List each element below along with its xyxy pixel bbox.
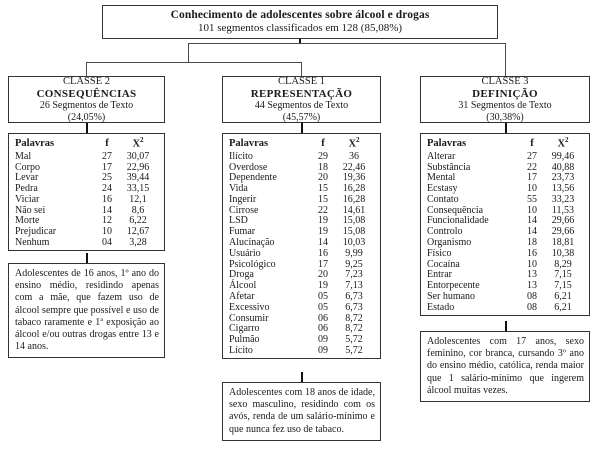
cell-chi-square: 12,1 bbox=[129, 193, 147, 205]
table-row bbox=[425, 270, 585, 281]
table-row bbox=[425, 151, 585, 162]
cell-chi-square: 9,25 bbox=[345, 258, 363, 270]
table-row bbox=[13, 216, 160, 227]
class2-table-body bbox=[13, 151, 160, 248]
cell-chi-square: 7,13 bbox=[345, 280, 363, 292]
table-row bbox=[227, 195, 376, 206]
class2-segments: 26 Segmentos de Texto bbox=[39, 100, 134, 112]
cell-word: Overdose bbox=[229, 161, 268, 173]
cell-chi-square: 13,56 bbox=[551, 183, 575, 195]
table-row bbox=[227, 184, 376, 195]
cell-frequency: 20 bbox=[318, 172, 328, 184]
cell-chi-square: 5,72 bbox=[345, 344, 363, 356]
table-row bbox=[425, 216, 585, 227]
cell-word: Corpo bbox=[15, 161, 40, 173]
table-row bbox=[227, 292, 376, 303]
class-header-class3 bbox=[420, 76, 590, 123]
table-row bbox=[425, 248, 585, 259]
description-class3: Adolescentes com 17 anos, sexo feminino, cor branca, cursando 3º ano do ensino médio, católica, renda maior que 1 salário-mínimo que ingerem álcool muitas vezes. bbox=[420, 331, 590, 402]
cell-chi-square: 12,67 bbox=[126, 226, 150, 238]
cell-frequency: 05 bbox=[318, 290, 328, 302]
cell-word: Consequência bbox=[427, 204, 484, 216]
cell-chi-square: 30,07 bbox=[126, 150, 150, 162]
cell-frequency: 14 bbox=[102, 204, 112, 216]
table-row bbox=[227, 238, 376, 249]
cell-word: Pulmão bbox=[229, 334, 260, 346]
cell-frequency: 14 bbox=[527, 226, 537, 238]
table-row bbox=[13, 162, 160, 173]
cell-chi-square: 10,03 bbox=[342, 237, 366, 249]
cell-frequency: 19 bbox=[318, 215, 328, 227]
cell-frequency: 09 bbox=[318, 334, 328, 346]
table-row bbox=[227, 345, 376, 356]
col-header-chi2: $X^2$ bbox=[132, 136, 144, 150]
cell-frequency: 13 bbox=[527, 269, 537, 281]
table-row bbox=[227, 302, 376, 313]
table-row bbox=[13, 227, 160, 238]
cell-frequency: 16 bbox=[318, 247, 328, 259]
cell-chi-square: 33,23 bbox=[551, 193, 575, 205]
cell-frequency: 27 bbox=[102, 150, 112, 162]
cell-frequency: 10 bbox=[102, 226, 112, 238]
table-row bbox=[425, 173, 585, 184]
cell-chi-square: 22,46 bbox=[342, 161, 366, 173]
class3-percent: (30,38%) bbox=[486, 111, 524, 123]
cell-chi-square: 11,53 bbox=[551, 204, 575, 216]
cell-chi-square: 19,36 bbox=[342, 172, 366, 184]
class-header-class1 bbox=[222, 76, 381, 123]
cell-word: Contato bbox=[427, 193, 459, 205]
cell-word: Morte bbox=[15, 215, 40, 227]
class3-number: CLASSE 3 bbox=[481, 76, 529, 88]
class1-word-table bbox=[227, 137, 376, 356]
table-row bbox=[227, 335, 376, 346]
cell-frequency: 22 bbox=[318, 204, 328, 216]
class3-word-table bbox=[425, 137, 585, 313]
word-table-class2 bbox=[8, 133, 165, 251]
cell-word: Droga bbox=[229, 269, 254, 281]
col-header-f: f bbox=[530, 137, 534, 149]
cell-chi-square: 16,28 bbox=[342, 193, 366, 205]
cell-chi-square: 39,44 bbox=[126, 172, 150, 184]
table-row bbox=[425, 195, 585, 206]
connector-class3-table-to-desc bbox=[505, 321, 507, 331]
cell-frequency: 04 bbox=[102, 237, 112, 249]
connector-top-horizontal bbox=[188, 43, 506, 44]
class3-segments: 31 Segmentos de Texto bbox=[458, 100, 552, 112]
cell-chi-square: 6,21 bbox=[554, 301, 572, 313]
cell-word: Excessivo bbox=[229, 301, 270, 313]
cell-word: Alterar bbox=[427, 150, 456, 162]
cell-word: Funcionalidade bbox=[427, 215, 489, 227]
connector-class2-table-to-desc bbox=[86, 253, 88, 263]
connector-second-horizontal bbox=[86, 62, 302, 63]
cell-frequency: 08 bbox=[527, 301, 537, 313]
cell-word: Entrar bbox=[427, 269, 452, 281]
table-row bbox=[425, 238, 585, 249]
table-row bbox=[227, 162, 376, 173]
cell-word: Mental bbox=[427, 172, 456, 184]
cell-chi-square: 8,72 bbox=[345, 312, 363, 324]
cell-frequency: 16 bbox=[102, 193, 112, 205]
cell-frequency: 06 bbox=[318, 323, 328, 335]
class1-segments: 44 Segmentos de Texto bbox=[254, 100, 349, 112]
table-row bbox=[227, 281, 376, 292]
cell-frequency: 24 bbox=[102, 183, 112, 195]
cell-frequency: 19 bbox=[318, 280, 328, 292]
cell-frequency: 08 bbox=[527, 290, 537, 302]
cell-word: Ser humano bbox=[427, 290, 476, 302]
cell-frequency: 10 bbox=[527, 258, 537, 270]
cell-chi-square: 6,22 bbox=[129, 215, 147, 227]
col-header-f: f bbox=[105, 137, 109, 149]
table-row bbox=[227, 205, 376, 216]
cell-chi-square: 14,61 bbox=[342, 204, 366, 216]
table-header-row bbox=[13, 137, 160, 151]
root-title-box bbox=[102, 5, 498, 39]
cell-chi-square: 23,73 bbox=[551, 172, 575, 184]
cell-frequency: 20 bbox=[318, 269, 328, 281]
cell-word: Estado bbox=[427, 301, 455, 313]
table-row bbox=[13, 151, 160, 162]
cell-frequency: 05 bbox=[318, 301, 328, 313]
description-class1: Adolescentes com 18 anos de idade, sexo masculino, residindo com os avós, renda de um salário-mínimo e que nunca fez uso de tabaco. bbox=[222, 382, 381, 441]
cell-word: Nenhum bbox=[15, 237, 50, 249]
cell-word: Físico bbox=[427, 247, 452, 259]
cell-chi-square: 6,73 bbox=[345, 290, 363, 302]
cell-chi-square: 5,72 bbox=[345, 334, 363, 346]
table-row bbox=[227, 227, 376, 238]
cell-frequency: 18 bbox=[318, 161, 328, 173]
table-row bbox=[425, 205, 585, 216]
cell-frequency: 18 bbox=[527, 237, 537, 249]
cell-chi-square: 29,66 bbox=[551, 215, 575, 227]
cell-word: Cocaína bbox=[427, 258, 460, 270]
cell-word: Mal bbox=[15, 150, 32, 162]
cell-word: Psicológico bbox=[229, 258, 276, 270]
cell-frequency: 14 bbox=[318, 237, 328, 249]
col-header-chi2: $X^2$ bbox=[557, 136, 569, 150]
connector-class1-drop bbox=[301, 62, 302, 76]
table-row bbox=[227, 216, 376, 227]
class1-name: REPRESENTAÇÃO bbox=[250, 88, 353, 101]
cell-chi-square: 36 bbox=[349, 150, 359, 162]
cell-frequency: 27 bbox=[527, 150, 537, 162]
cell-chi-square: 8,72 bbox=[345, 323, 363, 335]
table-header-row bbox=[425, 137, 585, 151]
cell-word: Cirrose bbox=[229, 204, 259, 216]
cell-word: Cigarro bbox=[229, 323, 260, 335]
cell-chi-square: 6,21 bbox=[554, 290, 572, 302]
cell-word: Não sei bbox=[15, 204, 46, 216]
class2-number: CLASSE 2 bbox=[63, 76, 110, 88]
cell-frequency: 15 bbox=[318, 183, 328, 195]
table-row bbox=[13, 184, 160, 195]
cell-word: Ecstasy bbox=[427, 183, 458, 195]
cell-word: Vida bbox=[229, 183, 248, 195]
connector-class1-to-table bbox=[301, 123, 303, 133]
cell-frequency: 17 bbox=[102, 161, 112, 173]
class-header-class2 bbox=[8, 76, 165, 123]
table-row bbox=[425, 184, 585, 195]
class2-word-table bbox=[13, 137, 160, 248]
cell-word: Levar bbox=[15, 172, 39, 184]
table-row bbox=[13, 195, 160, 206]
col-header-word: Palavras bbox=[229, 137, 269, 149]
class2-name: CONSEQUÊNCIAS bbox=[36, 88, 137, 101]
table-row bbox=[13, 205, 160, 216]
table-row bbox=[13, 173, 160, 184]
table-row bbox=[425, 259, 585, 270]
cell-word: Álcool bbox=[229, 280, 257, 292]
word-table-class1 bbox=[222, 133, 381, 359]
cell-frequency: 09 bbox=[318, 344, 328, 356]
table-row bbox=[425, 302, 585, 313]
cell-chi-square: 8,29 bbox=[554, 258, 572, 270]
cell-chi-square: 18,81 bbox=[551, 237, 575, 249]
cell-frequency: 17 bbox=[318, 258, 328, 270]
table-row bbox=[425, 162, 585, 173]
class1-number: CLASSE 1 bbox=[278, 76, 325, 88]
cell-word: Afetar bbox=[229, 290, 255, 302]
cell-chi-square: 7,23 bbox=[345, 269, 363, 281]
table-row bbox=[227, 151, 376, 162]
cell-word: Substância bbox=[427, 161, 471, 173]
class3-name: DEFINIÇÃO bbox=[472, 88, 538, 101]
class3-table-body bbox=[425, 151, 585, 313]
cell-chi-square: 33,15 bbox=[126, 183, 150, 195]
cell-word: Consumir bbox=[229, 312, 269, 324]
cell-word: Usuário bbox=[229, 247, 261, 259]
cell-frequency: 19 bbox=[318, 226, 328, 238]
table-row bbox=[227, 324, 376, 335]
cell-word: Controlo bbox=[427, 226, 463, 238]
cell-chi-square: 99,46 bbox=[551, 150, 575, 162]
table-row bbox=[227, 259, 376, 270]
col-header-word: Palavras bbox=[427, 137, 467, 149]
table-row bbox=[425, 227, 585, 238]
cell-chi-square: 15,08 bbox=[342, 215, 366, 227]
cell-word: Lícito bbox=[229, 344, 253, 356]
word-table-class3 bbox=[420, 133, 590, 316]
cell-chi-square: 7,15 bbox=[554, 269, 572, 281]
cell-chi-square: 10,38 bbox=[551, 247, 575, 259]
cell-frequency: 17 bbox=[527, 172, 537, 184]
connector-right-branch-drop bbox=[505, 43, 506, 76]
description-class2: Adolescentes de 16 anos, 1º ano do ensino médio, residindo apenas com a mãe, que fazem uso de álcool sempre que possível e uso de tabaco raramente e 1ª exposição ao álcool e/ou outras drogas entre 13 e 14 anos. bbox=[8, 263, 165, 358]
class1-percent: (45,57%) bbox=[282, 111, 321, 123]
cell-chi-square: 8,6 bbox=[131, 204, 145, 216]
cell-word: Organismo bbox=[427, 237, 472, 249]
connector-class2-to-table bbox=[86, 123, 88, 133]
table-row bbox=[13, 238, 160, 249]
cell-frequency: 10 bbox=[527, 204, 537, 216]
cell-frequency: 22 bbox=[527, 161, 537, 173]
cell-word: Entorpecente bbox=[427, 280, 480, 292]
table-row bbox=[227, 248, 376, 259]
cell-word: Pedra bbox=[15, 183, 38, 195]
root-subtitle: 101 segmentos classificados em 128 (85,08%) bbox=[197, 22, 403, 35]
connector-left-branch-drop bbox=[188, 43, 189, 62]
col-header-f: f bbox=[321, 137, 325, 149]
table-row bbox=[425, 292, 585, 303]
connector-class3-to-table bbox=[505, 123, 507, 133]
cell-frequency: 55 bbox=[527, 193, 537, 205]
cell-chi-square: 9,99 bbox=[345, 247, 363, 259]
table-row bbox=[227, 173, 376, 184]
class1-table-body bbox=[227, 151, 376, 356]
cell-chi-square: 29,66 bbox=[551, 226, 575, 238]
cell-word: Alucinação bbox=[229, 237, 275, 249]
cell-chi-square: 6,73 bbox=[345, 301, 363, 313]
cell-word: Ingerir bbox=[229, 193, 257, 205]
cell-frequency: 14 bbox=[527, 215, 537, 227]
cell-frequency: 13 bbox=[527, 280, 537, 292]
cell-word: Viciar bbox=[15, 193, 40, 205]
cell-word: Prejudicar bbox=[15, 226, 57, 238]
cell-frequency: 10 bbox=[527, 183, 537, 195]
root-title: Conhecimento de adolescentes sobre álcool e drogas bbox=[170, 8, 430, 21]
connector-class1-table-to-desc bbox=[301, 372, 303, 382]
cell-word: LSD bbox=[229, 215, 248, 227]
cell-frequency: 25 bbox=[102, 172, 112, 184]
cell-word: Fumar bbox=[229, 226, 256, 238]
table-row bbox=[227, 313, 376, 324]
col-header-word: Palavras bbox=[15, 137, 55, 149]
connector-class2-drop bbox=[86, 62, 87, 76]
cell-word: Ilícito bbox=[229, 150, 253, 162]
class2-percent: (24,05%) bbox=[67, 111, 106, 123]
col-header-chi2: $X^2$ bbox=[348, 136, 360, 150]
cell-chi-square: 15,08 bbox=[342, 226, 366, 238]
cell-frequency: 16 bbox=[527, 247, 537, 259]
cell-chi-square: 40,88 bbox=[551, 161, 575, 173]
cell-chi-square: 22,96 bbox=[126, 161, 150, 173]
table-header-row bbox=[227, 137, 376, 151]
cell-frequency: 15 bbox=[318, 193, 328, 205]
cell-frequency: 12 bbox=[102, 215, 112, 227]
table-row bbox=[425, 281, 585, 292]
cell-chi-square: 3,28 bbox=[129, 237, 147, 249]
cell-chi-square: 16,28 bbox=[342, 183, 366, 195]
cell-frequency: 29 bbox=[318, 150, 328, 162]
cell-word: Dependente bbox=[229, 172, 277, 184]
cell-chi-square: 7,15 bbox=[554, 280, 572, 292]
cell-frequency: 06 bbox=[318, 312, 328, 324]
